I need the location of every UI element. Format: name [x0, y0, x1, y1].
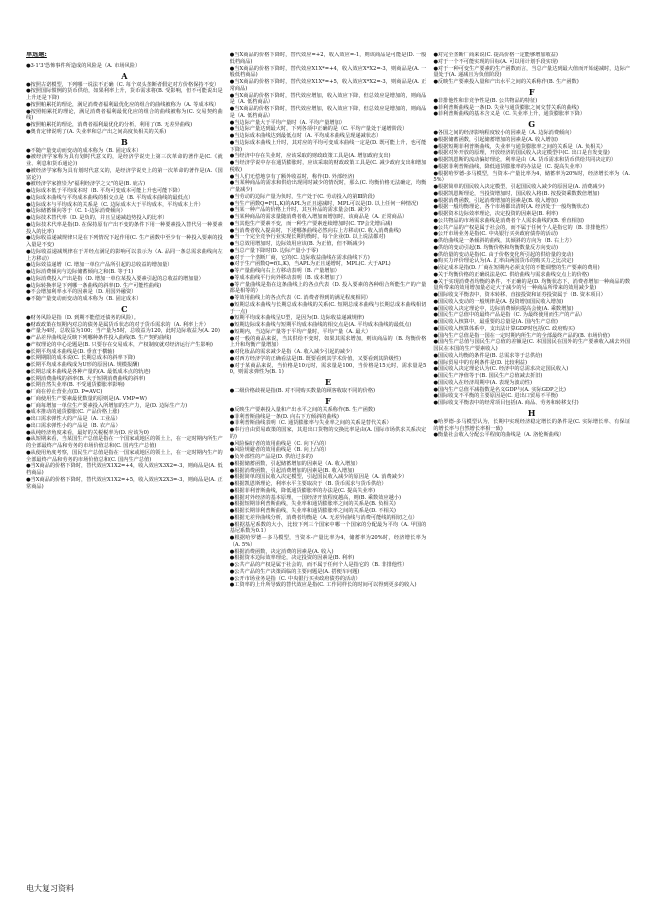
question-entry: ●公共物品的市场需求曲线是消费者个人需求曲线的(B. 垂直相加)	[433, 217, 584, 224]
question-entry: ●从短期来看，当某国生产总值是指在一个国家或地区的领土上，在一定时期内所生产的全部最终产品和劳务的市场价值总和(C. 国内生产总值)	[26, 436, 223, 449]
question-entry: ●国民收入均衡的条件是(B. 总需求等于总供给)	[433, 352, 543, 359]
question-entry: ●当经济中存在失业时，应该采取的财政政策工具是(A. 增加政府支出)	[229, 153, 391, 160]
question-entry: ●被经济学家推崇为"福利经济学之父"的是(B. 庇古)	[26, 181, 146, 188]
question-entry: ●根据资本边际效率理论，决定投资的因素是(B. 利率)	[229, 555, 355, 562]
question-entry: ●国际收支不平衡的主要原因是(C. 进出口贸易不平衡)	[433, 393, 558, 400]
question-entry: ●短期边际成本曲线与短期平均成本曲线的相交点是(A. 平均成本曲线的最低点)	[229, 322, 412, 328]
question-entry: ●当边际成本曲线达到最低点时（A. 平均成本曲线呈现递减状态）	[229, 133, 382, 139]
question-entry: ●国际收支平衡表中，资本转移、直接投资和证券投资属于（B. 资本项目）	[433, 292, 606, 298]
question-entry: ●等效用曲线上的各点代表（C. 消费者得到的满足程度相同）	[229, 295, 371, 301]
question-entry: ●公开市场业务是指(C. 中央银行买卖政府债券的活动)	[433, 231, 558, 238]
question-entry: ●菲利普斯曲线的基本含义是（C. 失业率上升，通货膨胀率下降）	[433, 111, 586, 118]
question-entry: ●当消费者收入提高时，下述哪条曲线必然向右上方移动(C. 收入消费曲线)	[229, 227, 401, 234]
question-entry: ●边际效益递增（C. 增加一单位产品所引起的总收益的增加量）	[26, 262, 173, 269]
question-entry: ●根据菲利普斯曲线，降低通货膨胀率的办法是（C. 提高失业率）	[433, 163, 586, 170]
question-entry: ●产品差异曲线是反映下列哪种条件投入曲线(B. 生产契约曲线)	[26, 335, 172, 341]
question-entry: ●对于某商品来说，当价格是10元时，需求量是100，当价格是15元时，需求量是50，则需求弹性为(B. 1)	[229, 362, 427, 376]
question-entry: ●等产量曲线向右上方移动表明（B. 产量增加）	[229, 268, 340, 274]
question-entry: ●当劳动的边际产量为负时，生产处于(C. 劳动投入的第Ⅲ阶段)	[229, 193, 375, 200]
question-entry: ●当一个完全竞争行业实现长期均衡时，每个企业(D. 以上说法都对)	[229, 234, 386, 241]
question-entry: ●国民收入变动的一般规律是(A. 投资增加国民收入增加)	[433, 298, 564, 305]
question-entry: ●当X商品的价格下降时，替代效应X1X*=+4，收入效应X*X2=-3，则商品是(A. 一般低档商品)	[229, 65, 427, 79]
question-entry: ●当边际产量达到最大时，下列各项中正确的是（C. 平均产量处于递增阶段）	[229, 126, 408, 133]
question-entry: ●从使用角度考察，国民生产总值是指在一国家或地区的领土上，在一定时期内生产的全部最终产品和劳务的市场价值总和(C. 国内生产总值)	[26, 449, 223, 463]
question-entry: ●被经济学家称为具有划时代意义的，是经济学说史上的第一次革命的著作是(A.《国富论》)	[26, 167, 223, 181]
question-entry: ●对西方经济学的正确看法是(B. 既要看到其学术价值，又要看到其阶级性)	[229, 355, 401, 362]
question-entry: ●厂商使用生产要素最优数量的原则是(A. VMP=W)	[26, 395, 147, 402]
question-entry: ●根据对外开放的原理，开放经济的国民收入决定模型中(C. 出口是自发变量)	[433, 150, 610, 157]
question-entry: ●国民收入决定理论中，边际消费倾向提高会使(A. 乘数增加)	[433, 305, 574, 312]
question-entry: ●当人们无偿地享有了额外收益时，称作(D. 外部经济)	[229, 173, 355, 180]
question-entry: ●当X商品的价格下降时，替代效应增加，收入效应下降，但总效应是增加的，则商品是（A. 低档商品）	[229, 92, 427, 106]
question-entry: ●不会增加利率水平的因素是（D. 用国外融资）	[26, 289, 137, 296]
question-entry: ●非排他性和非竞争性是(B. 公共物品的特征)	[433, 97, 538, 104]
question-entry: ●供给曲线是一条倾斜的曲线，其倾斜的方向为（B. 右上方）	[433, 238, 575, 244]
question-entry: ●根据菲利普斯曲线，降低通货膨胀率的办法是(C. 提高失业率)	[229, 487, 376, 494]
alpha-index-letter: G	[528, 119, 536, 129]
question-entry: ●从纯经济角度来看，最好的关税税率为(D. 应该为0)	[26, 429, 149, 436]
question-entry: ●不随产量变动而变动的成本称为（B. 固定成本）	[26, 147, 142, 154]
section-heading: 单选题:	[26, 52, 47, 58]
question-entry: ●根据简单的国民收入决定模型，引起国民收入减少的原因是（A. 消费减少）	[229, 474, 408, 481]
question-entry: ●国民收入核算中，最重要的总量是(A. 国内生产总值)	[433, 319, 558, 325]
question-entry: ●奉行自由贸易政策的国家，其进出口货物的交换比率是由(A. 国际市场供求关系决定的)	[229, 427, 427, 440]
question-entry: ●出口需求弹性大的产品是（A. 工业品）	[26, 416, 121, 422]
question-entry: ●根据凯恩斯理论，利率水平主要取决于（B. 货币需求与货币供给）	[229, 481, 387, 487]
question-entry: ●国内生产总值与国民生产总值的差额是(C. 本国国民在国外的生产要素收入减去外国国民在本国的生产要素收入)	[433, 339, 630, 352]
question-entry: ●根据基尼系数的大小，比较下列三个国家中哪一个国家的分配最为平均（A. 甲国的基尼系数为0.1）	[229, 521, 427, 535]
question-entry: ●国民生产总值中的最终产品是指（C. 为最终使用而生产的产品）	[433, 312, 586, 319]
question-entry: ●奥肯定律说明了(A. 失业率和总产出之间高度负相关的关系)	[26, 128, 167, 135]
alpha-index-letter: C	[121, 303, 128, 314]
question-entry: ●公共产品的生产决策面临的主要问题是(A. 搭便车问题)	[229, 568, 360, 575]
document-page	[26, 52, 630, 882]
question-entry: ●工资率的上升所导致的替代效应是指(C. 工作同样长的时间可以得到更多的收入)	[229, 582, 417, 589]
question-entry: ●根据储蓄函数，引起储蓄增加的因素是（A. 收入增加）	[229, 460, 361, 467]
text-column-3	[433, 52, 630, 882]
question-entry: ●当边际成本曲线上升时，其对应的平均可变成本曲线一定是(D. 既可能上升，也可能下降)	[229, 139, 427, 153]
question-entry: ●公开市场业务是指（C. 中央银行买卖政府债券的活动）	[229, 575, 361, 582]
question-entry: ●国民收入核算体系中，支出法计算GDP时包括(C. 政府购买)	[433, 325, 575, 332]
alpha-index-letter: A	[121, 70, 128, 81]
question-entry: ●供给的变动引起(B. 均衡价格和均衡数量反方向变动)	[433, 244, 558, 251]
question-entry: ●购买力评价理论认为(A. 汇率由两国货币的购买力之比决定)	[433, 258, 574, 265]
question-entry: ●长期自然失业率(B. 不受通货膨胀率影响)	[26, 382, 125, 389]
question-entry: ●反映生产要素投入量和产出水平之间的关系称作(B. 生产函数)	[433, 79, 579, 85]
question-entry: ●当X商品的价格下降时，替代效应X1X2=+5，收入效应X2X3=-3，则商品是(A. 正常商品)	[26, 476, 223, 490]
alpha-index-letter: H	[527, 407, 536, 418]
question-entry: ●根据无差异曲线分析，消费者均衡是（A. 无差异曲线与消费可能线的相切之点）	[229, 514, 418, 521]
question-entry: ●当X商品的价格下降时，替代效应X1X2=+4，收入效应X3X2=-3，则商品是(A. 低档商品)	[26, 463, 223, 476]
question-entry: ●关于均衡价格的正确说法是(C. 供给曲线与需求曲线交点上的价格)	[433, 271, 590, 278]
question-entry: ●按照帕累托的理论，满足消费者福利最优化应的组合的曲线被称为(C. 交易契约曲线)	[26, 108, 223, 122]
question-entry: ●哈罗德-多马模型认为，长期中实现经济稳定增长的条件是(C. 实际增长率、有保证的增长率与自然增长率相一致)	[433, 418, 630, 432]
question-entry: ●菲利普斯曲线是一条(D. 失业与通货膨胀之间交替关系的曲线)	[433, 104, 579, 111]
question-entry: ●对完全垄断厂商来说(C. 提高价格一定能够增加收益)	[433, 52, 558, 58]
question-entry: ●公共产品的产权是属于社会的，而不属于任何个人是指它的（B. 非排他性）	[229, 562, 408, 568]
question-entry: ●厂商每增加一单位生产要素投入所增加的生产力，是(D. 边际生产力)	[26, 402, 188, 409]
question-entry: ●当X商品的价格下降时，替代效应增加，收入效应下降，但总效应是增加的，则商品是（A. 低档商品）	[229, 106, 427, 119]
question-entry: ●各国之间的经济影响程度较小的因素是（A. 边际消费倾向）	[433, 130, 575, 136]
question-entry: ●被经济学家称为具有划时代意义的，是经济学说史上第三次革命的著作是(C.《就业、利息和货币通论》)	[26, 154, 223, 167]
question-entry: ●国内生产总值是指一国在一定时期内所生产的全部最终产品的(B. 市场价值)	[433, 332, 610, 339]
question-entry: ●关于实现消费者均衡的条件，不正确的是(D. 均衡状态下，消费者增加一种商品的数量所带来的效用增加量必定大于减少的另一种商品所带来的效用减少量)	[433, 278, 630, 292]
question-entry: ●当边际产量大于平均产量时（A. 平均产量增加）	[229, 119, 345, 126]
question-entry: ●边际技术代率是指(D. 在保持原有产出不变的条件下用一种要素投入替代另一种要素投入的比率)	[26, 221, 223, 235]
question-entry: ●风险偏好者的效用曲线是（C. 向下凸的）	[229, 440, 330, 447]
alpha-index-letter: F	[528, 86, 535, 97]
question-entry: ●按照古诺模型，下列哪一说法不正确（C. 每个双头垄断者假定对方价格保持不变）	[26, 81, 220, 88]
question-entry: ●反映生产要素投入量和产出水平之间的关系称作(B. 生产函数)	[229, 406, 376, 413]
question-entry: ●财务风险是指（D. 到期不能偿还债务的风险）。	[26, 314, 139, 321]
question-entry: ●负外部性的产品是(D. 供给过多的)	[229, 454, 313, 460]
question-entry: ●公共产品的产权是属于社会的，而不属于任何个人是指它的（B. 非排他性）	[433, 224, 611, 231]
question-entry: ●长期总成本曲线是各种产量的(A. 最低成本点的轨迹)	[26, 368, 151, 375]
question-entry: ●根据简单的国民收入决定模型，引起国民收入减少的原因是(A. 消费减少)	[433, 184, 605, 190]
question-entry: ●风险规避者的效用曲线是（B. 向上凸的）	[229, 447, 330, 454]
question-entry: ●菲利普斯曲线表明（C. 通货膨胀率与失业率之间的关系是替代关系）	[229, 420, 392, 427]
question-entry: ●当X商品的价格下降时，替代效应X1X*=+5，收入效应X*X2=-3，则商品是(A. 正常商品)	[229, 79, 427, 92]
question-entry: ●产权理论的中心论题是(B. 只要存在交易成本，产权制度就对经济运行产生影响)	[26, 341, 213, 348]
question-entry: ●厂商在停止营业点(D. P=AVC)	[26, 389, 103, 395]
question-entry: ●长期平均成本曲线是(D. 垂直于横轴)	[26, 348, 115, 355]
question-entry: ●根据消费函数，决定消费的因素是(A. 收入)	[229, 548, 334, 555]
question-entry: ●对一般的商品来说，当其供给不变时，如果其需求增加，则该商品的（B. 均衡价格上升和均衡产量增加）	[229, 335, 427, 349]
question-entry: ●边际储蓄倾向等于（C. 1-边际消费倾向）	[26, 208, 126, 215]
question-entry: ●国际贸易中的有利条件是(D. 比较利益)	[433, 359, 528, 366]
question-entry: ●根据消费函数，引起消费增加的因素是(B. 收入增加)	[433, 197, 558, 204]
alpha-index-letter: F	[325, 395, 331, 406]
question-entry: ●财政政策在短期内对总的债务是属货币状态的对于货币需求的（A. 利率上升）	[26, 321, 209, 328]
question-entry: ●等产量曲线是指在这条曲线上的各点代表（D. 投入要素的各种组合所能生产的产量都是相等的）	[229, 281, 427, 295]
question-entry: ●等成本曲线平行向外移动表明（B. 成本增加了）	[229, 274, 346, 281]
question-entry: ●按照帕累托的理论，消费者福利最优化的分析，利用了(B. 无差异曲线)	[26, 122, 193, 128]
question-entry: ●当某种商品的需求和供给出现同时减少的情况时，那么(C. 均衡价格无法确定，均衡产量减少)	[229, 180, 427, 193]
question-entry: ●对于生产函数Q=f(L,K)，当APL为正且递增时，MPL(C. 大于APL)	[229, 261, 391, 268]
question-entry: ●边际转换率是下列哪一条曲线的斜率(D. 生产可能性曲线)	[26, 282, 162, 289]
alpha-index-letter: B	[120, 136, 128, 147]
question-entry: ●边际收益递减规律只是在下列情况下起作用(C. 生产函数中至少有一种投入要素的投入量是不变)	[26, 235, 223, 248]
question-entry: ●菲利普斯曲线是一条(D. 向右下方倾斜的曲线)	[229, 413, 339, 420]
question-entry: ●长期期限的成本说(C. 长期总成本的斜率下降)	[26, 355, 136, 362]
question-entry: ●根据消费函数，引起消费增加的因素是(B. 收入增加)	[229, 467, 355, 474]
question-entry: ●国内生产总值平减指数是名义GDP与(A. 实际GDP之比)	[433, 386, 566, 393]
question-entry: ●短期内，当边际产量等于平均产量时，平均产量（A. 最大）	[229, 328, 371, 335]
question-entry: ●按照帕累托的理论，满足消费者福利最优化应的组合的曲线被称为（A. 等成本线）	[26, 101, 220, 108]
question-entry: ●国民生产净值等于(B. 国民生产总值减去折旧)	[433, 373, 543, 379]
question-entry: ●边际成本曲线与平均成本曲线的相交点是（B. 平均成本曲线的最低点）	[26, 194, 194, 201]
question-entry: ●当经济学说中存在通货膨胀时，应该采取的财政政策工具是(C. 减少政府支出和增加税收)	[229, 160, 427, 173]
question-entry: ●根据对外经济的基本原理，一国经济开放程度越高，则(B. 乘数效应越小)	[229, 494, 401, 501]
question-entry: ●固定成本是指(D. 厂商在短期内必须支付的不能调整的生产要素的费用)	[433, 265, 600, 271]
question-entry: ●当其他生产要素不变，而一种生产要素连续增加时(C. TP会先增后减)	[229, 220, 393, 227]
question-entry: ●国民收入决定理论认为(C. 经济中的总需求决定国民收入)	[433, 366, 569, 373]
question-entry: ●边际成本与平均成本的关系是（C. 边际成本大于平均成本，平均成本上升）	[26, 201, 204, 208]
question-entry: ●边际消费倾向与边际储蓄倾向之和(B. 等于1)	[26, 269, 134, 275]
text-column-2	[230, 52, 427, 882]
question-entry: ●出口需求弹性小的产品是（B. 农产品）	[26, 422, 121, 429]
question-entry: ●边际消费投入产出是指（D. 增加一单位某投入要素引起的总收益的增加量）	[26, 275, 204, 282]
question-entry: ●对于一个垄断厂商，它的(C. 边际收益曲线在需求曲线下方)	[229, 254, 370, 261]
question-entry: ●国民收入在经济周期中(A. 表现为波动性)	[433, 379, 532, 386]
document-footer: 电大复习资料	[26, 884, 74, 893]
question-entry: ●当总效用增加时，边际效用应该(B. 为正值，但不断减少)	[229, 241, 365, 247]
question-entry: ●国际收支平衡表中的经常项目包括(A. 商品、劳务和转移支付)	[433, 400, 579, 406]
question-entry: ●二级价格歧视是指(B. 对不同购买数量的顾客收取不同的价格)	[229, 388, 376, 394]
question-entry: ●边际技术替代率（D. 是负的，并且呈递减趋势投入的比率）	[26, 215, 168, 221]
question-entry: ●当某一种产品的价格上升时，其互补品的需求量会(B. 减少)	[229, 207, 370, 214]
question-entry: ●长期平均成本曲线成为U形的原因(A. 规模报酬)	[26, 362, 140, 368]
question-entry: ●根据凯恩斯理论，当投资增加时，国民收入将(B. 按投资乘数数倍增加)	[433, 190, 600, 197]
question-entry: ●按照国际惯例的货币供给，如果利率上升，货币需求将(B. 受影响，但不可能说出是上升还是下降)	[26, 88, 223, 101]
question-entry: ●根据短期菲利普斯曲线，失业率与通货膨胀率之间的关系是（A. 负相关）	[433, 143, 606, 150]
document-columns	[26, 52, 630, 882]
question-entry: ●当X商品的价格下降时，替代效应=+2，收入效应=-1，则该商品是可能是(D. 一般低档商品)	[229, 52, 427, 65]
question-entry: ●根据短期菲利普斯曲线，失业率和通货膨胀率之间的关系是(B. 负相关)	[229, 501, 396, 508]
question-entry: ●根据一般均衡理论，各个市场都出清时(A. 经济处于一般均衡状态)	[433, 204, 590, 211]
alpha-index-letter: E	[324, 377, 332, 387]
question-entry: ●当总产量下降时(D. 边际产量小于零)	[229, 247, 319, 254]
question-entry: ●产量为4时，总收益为100；当产量为5时，总收益为120，此时边际收益为(A. 20)	[26, 328, 220, 335]
question-entry: ●短期平均成本曲线呈U型，是因为(D. 边际收益递减规律)	[229, 315, 365, 322]
question-entry: ●对于一个不可能实现的目标(A. 可以用计划手段实现)	[433, 58, 558, 65]
question-entry: ●长期消费曲线的斜率(B. 大于短期消费曲线的斜率)	[26, 375, 146, 382]
question-entry: ●根据长期菲利普斯曲线，失业率和通货膨胀率之间的关系是(D. 不相关)	[229, 508, 396, 514]
text-column-1	[26, 52, 223, 882]
question-entry: ●不随产量变动而变动的成本称为（B. 固定成本）	[26, 296, 142, 302]
question-entry: ●根据哈罗德－多马模型，当资本-产量比率为4，储蓄率为20%时，经济增长率为（A. 5%）	[229, 535, 427, 548]
question-entry: ●根据储蓄函数，引起储蓄增加的因素是(A. 收入增加)	[433, 136, 558, 143]
question-entry: ●当生产函数Q=F(L,K)的APL为正且递减时，MPL可以是(D. 以上任何一种情况)	[229, 200, 419, 207]
question-entry: ●边际成本低于平均成本时（B. 平均可变成本可能上升也可能下降）	[26, 188, 183, 194]
question-entry: ●衡量社会收入分配公平程度的曲线是（A. 洛伦斯曲线）	[433, 432, 565, 439]
question-entry: ●短期总成本曲线与长期总成本曲线的关系(C. 短期总成本曲线与长期总成本曲线相切于一点)	[229, 301, 427, 315]
question-entry: ●成本推动的通货膨胀(C. 产品价格上涨)	[26, 409, 120, 416]
question-entry: ●当某种商品的需求量随消费者收入增加而增加时，该商品是（A. 正常商品）	[229, 214, 408, 220]
question-entry: ●根据凯恩斯的流动偏好理论，利率是由（A. 货币需求和货币供给共同决定的）	[433, 157, 617, 163]
question-entry: ●3·1'3'恐怖事件所造成的风险是（A. 市场风险）	[26, 62, 141, 69]
question-entry: ●边际收益递减规律在于并经点满足的影响可以表示为（A. 品同一条总需求曲线向左上方移动）	[26, 248, 223, 262]
question-entry: ●对化妆品的需求减少是指（A. 收入减少引起的减少）	[229, 349, 356, 355]
question-entry: ●根据哈罗德-多马模型，当资本-产量比率为4，储蓄率为20%时，经济增长率为（A. 5%）	[433, 170, 630, 184]
question-entry: ●对于一种可变生产要素的生产函数而言，当总产量达到最大值而开始递减时，边际产量处于(A. 递减且为负值阶段)	[433, 65, 630, 79]
question-entry: ●供给量的变动是指(C. 由于价格变化所引起的供给量的变动)	[433, 251, 574, 258]
question-entry: ●根据资本边际效率理论，决定投资的因素是(B. 利率)	[433, 211, 558, 217]
